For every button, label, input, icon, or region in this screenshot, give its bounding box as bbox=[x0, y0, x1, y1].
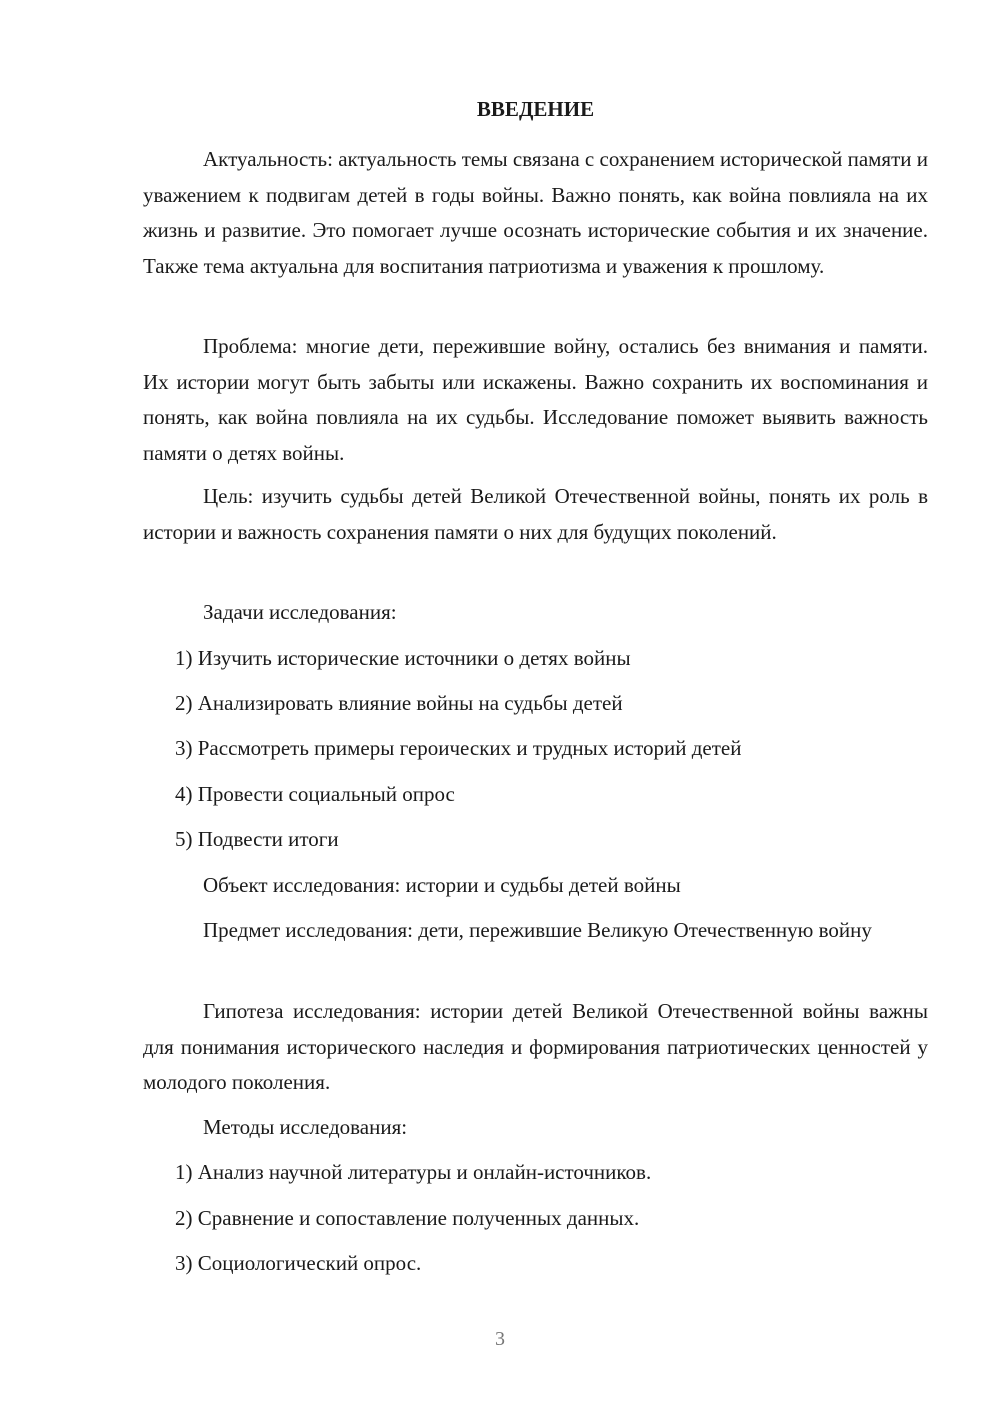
goal-paragraph: Цель: изучить судьбы детей Великой Отечественной войны, понять их роль в истории и важность сохранения памяти о них для будущих поколений. bbox=[143, 484, 928, 544]
task-item: 3) Рассмотреть примеры героических и трудных историй детей bbox=[175, 736, 742, 760]
method-item: 3) Социологический опрос. bbox=[175, 1251, 422, 1275]
methods-label: Методы исследования: bbox=[203, 1115, 408, 1139]
task-item: 5) Подвести итоги bbox=[175, 827, 339, 851]
section-heading: ВВЕДЕНИЕ bbox=[476, 97, 595, 121]
problem-paragraph: Проблема: многие дети, пережившие войну, остались без внимания и памяти. Их истории могут быть забыты или искажены. Важно сохранить их воспоминания и понять, как война повлияла на их судьбы. Исследование поможет выявить важность памяти о детях войны. bbox=[143, 334, 928, 465]
subject-paragraph: Предмет исследования: дети, пережившие Великую Отечественную войну bbox=[203, 918, 872, 942]
task-item: 1) Изучить исторические источники о детях войны bbox=[175, 646, 631, 670]
method-item: 1) Анализ научной литературы и онлайн-источников. bbox=[175, 1160, 652, 1184]
task-item: 2) Анализировать влияние войны на судьбы детей bbox=[175, 691, 623, 715]
page-number: 3 bbox=[495, 1328, 505, 1350]
method-item: 2) Сравнение и сопоставление полученных данных. bbox=[175, 1206, 640, 1230]
relevance-paragraph: Актуальность: актуальность темы связана с сохранением исторической памяти и уважением к подвигам детей в годы войны. Важно понять, как война повлияла на их жизнь и развитие. Это помогает лучше осознать исторические события и их значение. Также тема актуальна для воспитания патриотизма и уважения к прошлому. bbox=[143, 147, 928, 278]
task-item: 4) Провести социальный опрос bbox=[175, 782, 455, 806]
tasks-label: Задачи исследования: bbox=[203, 600, 397, 624]
object-line: Объект исследования: истории и судьбы детей войны bbox=[203, 873, 681, 897]
hypothesis-paragraph: Гипотеза исследования: истории детей Великой Отечественной войны важны для понимания исторического наследия и формирования патриотических ценностей у молодого поколения. bbox=[143, 999, 928, 1094]
